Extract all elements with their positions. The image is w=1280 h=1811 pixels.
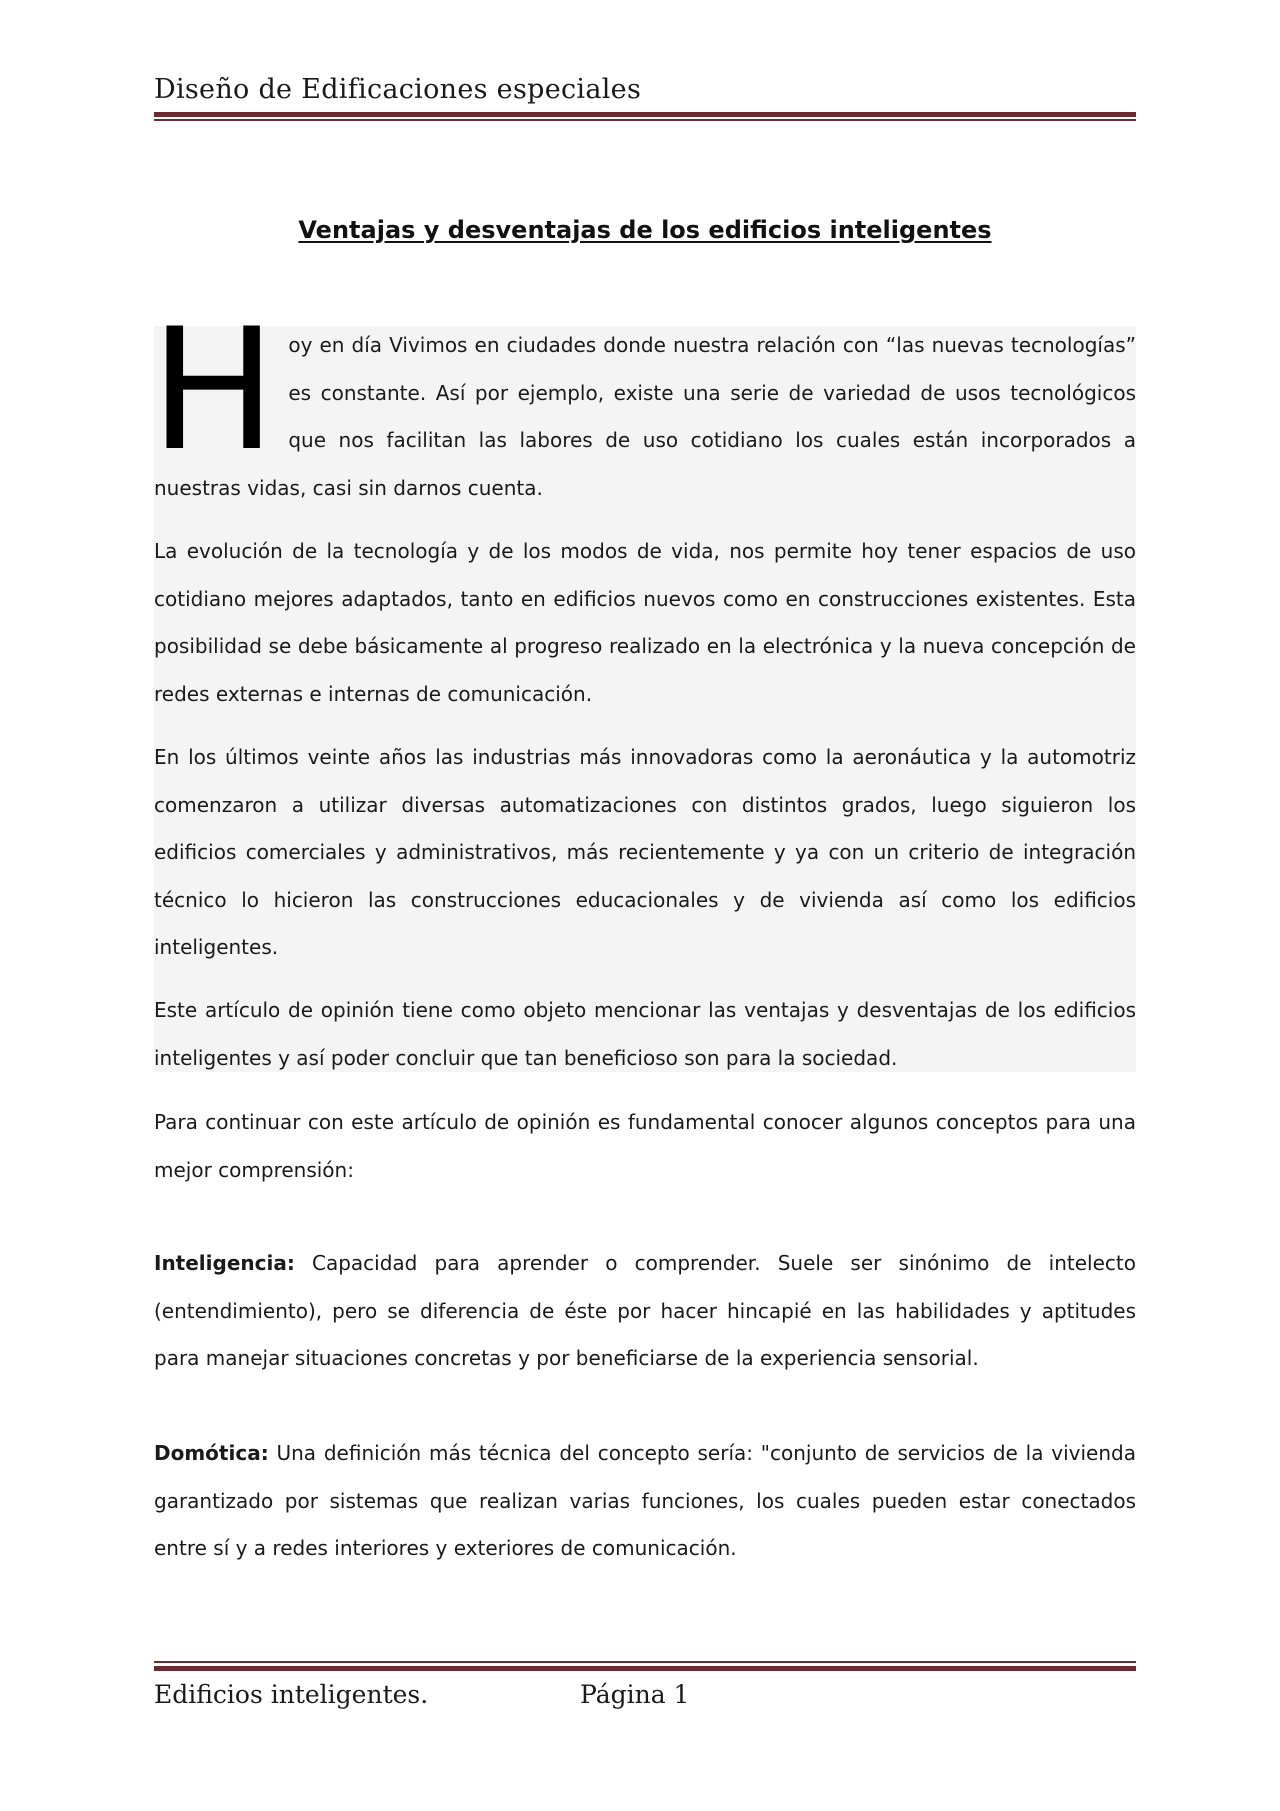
page-number: Página 1	[580, 1680, 690, 1709]
definition-term: Inteligencia:	[154, 1251, 295, 1275]
definition-text: Capacidad para aprender o comprender. Suele ser sinónimo de intelecto (entendimiento), pero se diferencia de éste por hacer hincapié en las habilidades y aptitudes para manejar situaciones concretas y por beneficiarse de la experiencia sensorial.	[154, 1251, 1136, 1370]
document-title: Ventajas y desventajas de los edificios inteligentes	[298, 216, 992, 244]
footer-rule-thin	[154, 1661, 1136, 1663]
paragraph: La evolución de la tecnología y de los modos de vida, nos permite hoy tener espacios de uso cotidiano mejores adaptados, tanto en edificios nuevos como en construcciones existentes. Esta posibilidad se debe básicamente al progreso realizado en la electrónica y la nueva concepción de redes externas e internas de comunicación.	[154, 539, 1136, 706]
definition-inteligencia	[154, 1240, 1136, 1383]
intro-text: oy en día Vivimos en ciudades donde nuestra relación con “las nuevas tecnologías” es constante. Así por ejemplo, existe una serie de variedad de usos tecnológicos que nos facilitan las labores de uso cotidiano los cuales están incorporados a nuestras vidas, casi sin darnos cuenta.	[154, 333, 1136, 500]
footer-rule-thick	[154, 1666, 1136, 1671]
paragraph: Este artículo de opinión tiene como objeto mencionar las ventajas y desventajas de los edificios inteligentes y así poder concluir que tan beneficioso son para la sociedad.	[154, 998, 1136, 1070]
paragraph: En los últimos veinte años las industrias más innovadoras como la aeronáutica y la automotriz comenzaron a utilizar diversas automatizaciones con distintos grados, luego siguieron los edificios comerciales y administrativos, más recientemente y ya con un criterio de integración técnico lo hicieron las construcciones educacionales y de vivienda así como los edificios inteligentes.	[154, 745, 1136, 959]
intro-paragraph	[150, 292, 1136, 512]
dropcap-letter: H	[150, 292, 277, 488]
definition-term: Domótica:	[154, 1441, 269, 1465]
header-title: Diseño de Edificaciones especiales	[154, 74, 642, 105]
header-rule-thin	[154, 119, 1136, 121]
header-rule-thick	[154, 112, 1136, 117]
definition-text: Una definición más técnica del concepto sería: "conjunto de servicios de la vivienda garantizado por sistemas que realizan varias funciones, los cuales pueden estar conectados entre sí y a redes interiores y exteriores de comunicación.	[154, 1441, 1136, 1560]
footer-title: Edificios inteligentes.	[154, 1680, 429, 1709]
definition-domotica	[154, 1430, 1136, 1573]
paragraph: Para continuar con este artículo de opinión es fundamental conocer algunos conceptos para una mejor comprensión:	[154, 1110, 1136, 1182]
